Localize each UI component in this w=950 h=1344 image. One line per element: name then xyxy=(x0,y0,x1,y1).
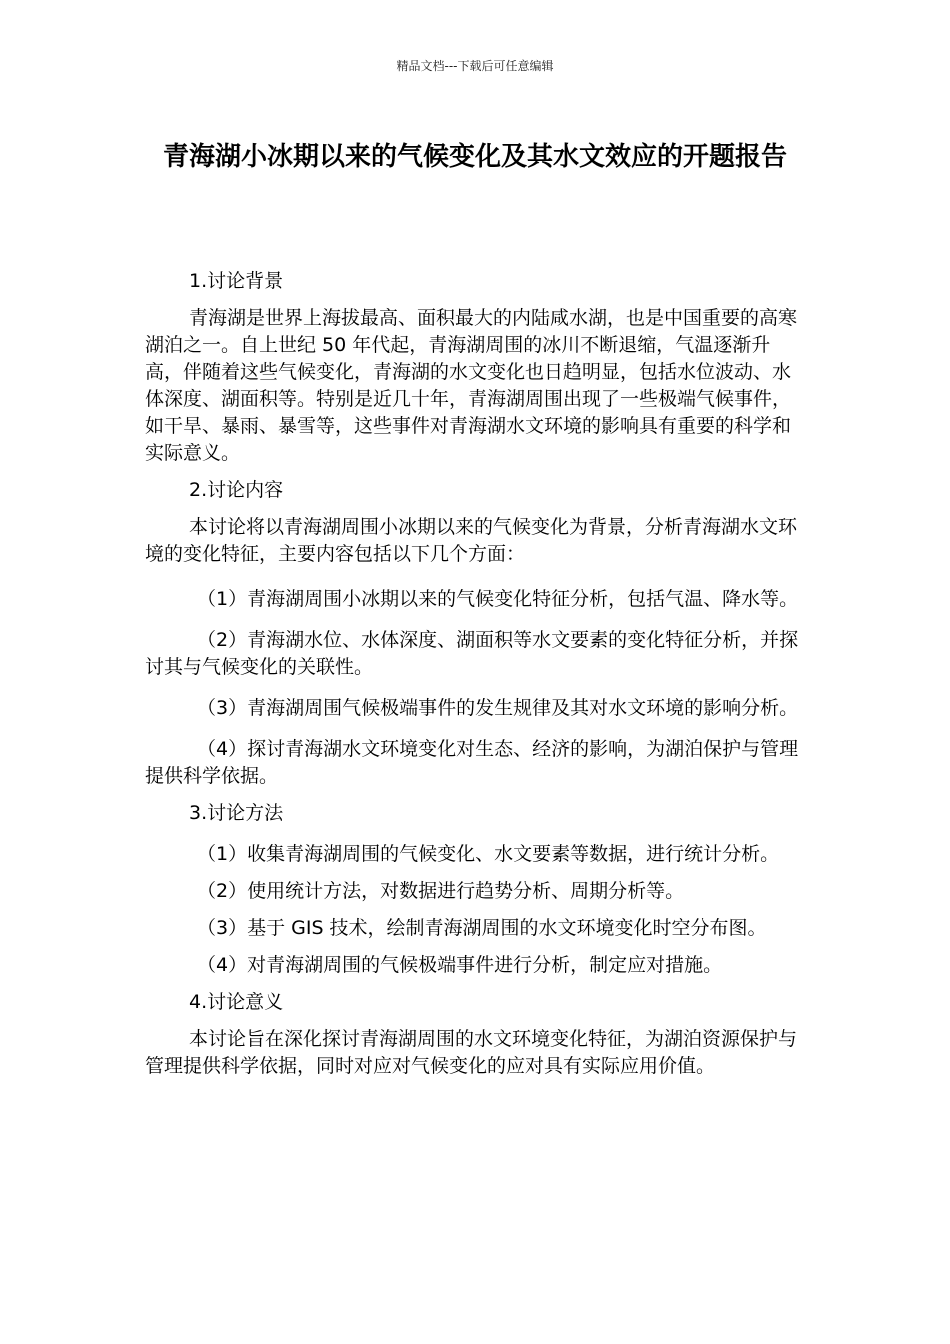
section-methods xyxy=(145,800,805,979)
list-item: （3）基于 GIS 技术，绘制青海湖周围的水文环境变化时空分布图。 xyxy=(197,917,767,939)
section-significance xyxy=(145,989,805,1080)
paragraph: 本讨论将以青海湖周围小冰期以来的气候变化为背景，分析青海湖水文环境的变化特征，主要内容包括以下几个方面： xyxy=(145,516,798,565)
section-content xyxy=(145,477,805,790)
section-heading: 4.讨论意义 xyxy=(189,991,284,1013)
paragraph: 本讨论旨在深化探讨青海湖周围的水文环境变化特征，为湖泊资源保护与管理提供科学依据，同时对应对气候变化的应对具有实际应用价值。 xyxy=(145,1028,798,1077)
section-heading: 3.讨论方法 xyxy=(189,802,284,824)
list-item: （1）收集青海湖周围的气候变化、水文要素等数据，进行统计分析。 xyxy=(197,843,780,865)
list-item: （3）青海湖周围气候极端事件的发生规律及其对水文环境的影响分析。 xyxy=(197,697,799,719)
document-title: 青海湖小冰期以来的气候变化及其水文效应的开题报告 xyxy=(162,142,787,172)
list-item: （2）青海湖水位、水体深度、湖面积等水文要素的变化特征分析，并探讨其与气候变化的关联性。 xyxy=(145,629,799,678)
list-item: （4）对青海湖周围的气候极端事件进行分析，制定应对措施。 xyxy=(197,954,723,976)
list-item: （4）探讨青海湖水文环境变化对生态、经济的影响，为湖泊保护与管理提供科学依据。 xyxy=(145,738,799,787)
document-body xyxy=(145,268,805,1090)
list-item: （1）青海湖周围小冰期以来的气候变化特征分析，包括气温、降水等。 xyxy=(197,588,799,610)
section-background xyxy=(145,268,805,467)
section-heading: 2.讨论内容 xyxy=(189,479,284,501)
section-heading: 1.讨论背景 xyxy=(189,270,284,292)
page-header: 精品文档---下载后可任意编辑 xyxy=(396,59,554,73)
paragraph: 青海湖是世界上海拔最高、面积最大的内陆咸水湖，也是中国重要的高寒湖泊之一。自上世纪 50 年代起，青海湖周围的冰川不断退缩，气温逐渐升高，伴随着这些气候变化，青海湖的水文变化也日趋明显，包括水位波动、水体深度、湖面积等。特别是近几十年，青海湖周围出现了一些极端气候事件，如干旱、暴雨、暴雪等，这些事件对青海湖水文环境的影响具有重要的科学和实际意义。 xyxy=(145,307,798,464)
list-item: （2）使用统计方法，对数据进行趋势分析、周期分析等。 xyxy=(197,880,685,902)
